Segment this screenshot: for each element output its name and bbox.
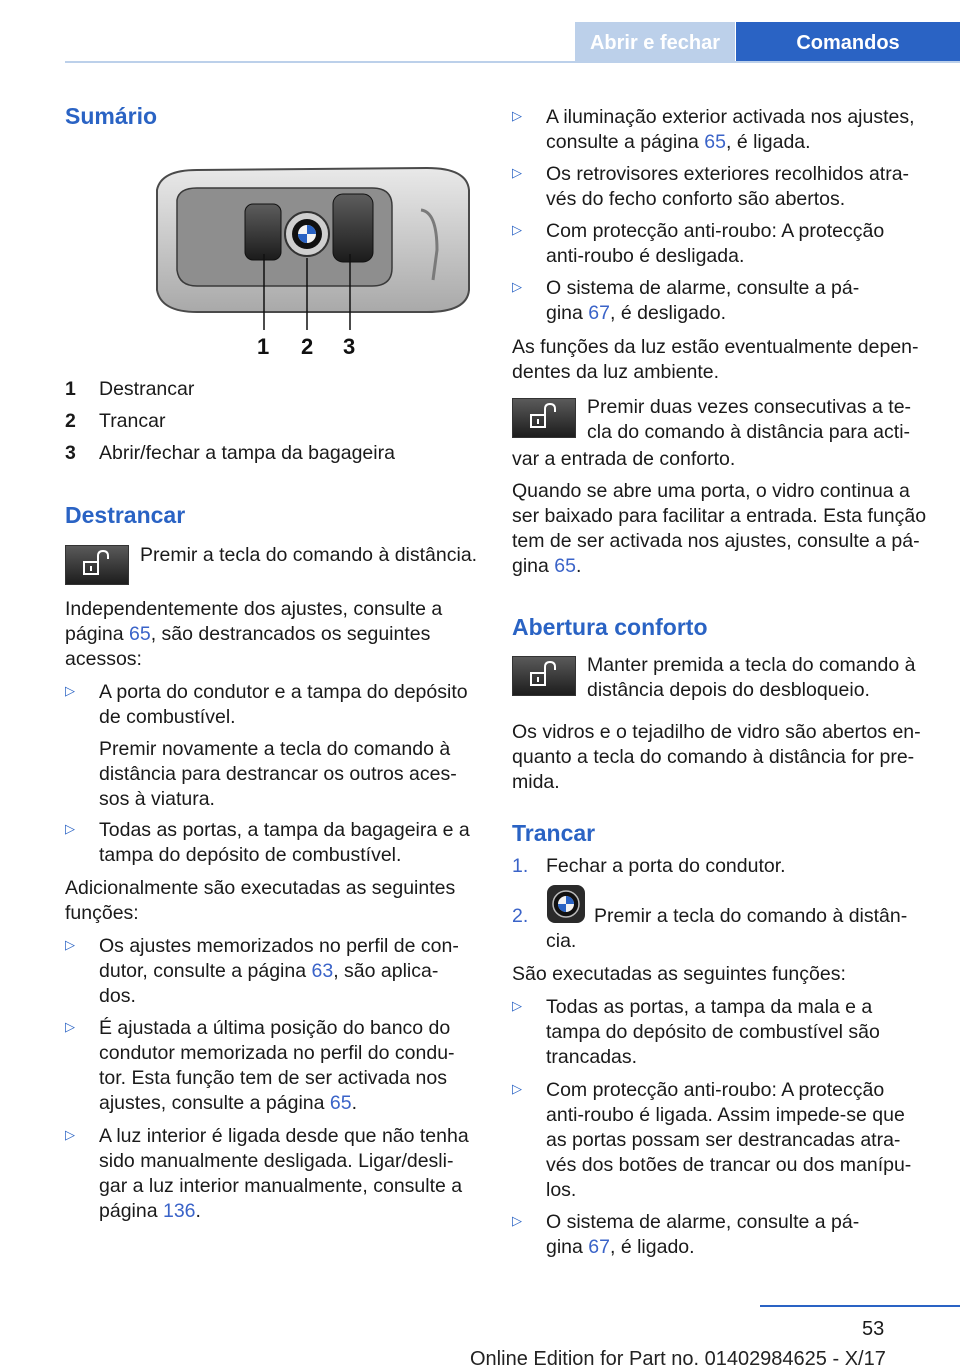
legend-text: Abrir/fechar a tampa da bagageira	[99, 442, 395, 464]
bullet-triangle-icon: ▷	[512, 222, 522, 237]
legend-number: 3	[65, 442, 76, 464]
page-link[interactable]: 63	[311, 960, 334, 982]
bullet-triangle-icon: ▷	[512, 165, 522, 180]
unlock-key-icon	[512, 398, 576, 438]
bullet-triangle-icon: ▷	[512, 998, 522, 1013]
list-item-continuation: Premir novamente a tecla do comando à distância para destrancar os outros aces- sos à viatura.	[99, 738, 457, 810]
executed-functions-text: São executadas as seguintes funções:	[512, 963, 846, 985]
callout-1: 1	[257, 334, 270, 359]
bullet-triangle-icon: ▷	[512, 108, 522, 123]
list-item: ▷ Com protecção anti-roubo: A protecção anti-roubo é ligada. Assim impede-se que as portas possam ser destrancadas atra- vés dos botões de trancar ou dos manípu- los.	[512, 1079, 912, 1201]
legend-number: 2	[65, 410, 76, 432]
page-link[interactable]: 67	[588, 302, 610, 324]
bullet-triangle-icon: ▷	[512, 1213, 522, 1228]
active-section-tab[interactable]: Comandos	[736, 22, 960, 62]
step-text: Fechar a porta do condutor.	[546, 855, 786, 877]
bullet-triangle-icon: ▷	[512, 1081, 522, 1096]
bullet-triangle-icon: ▷	[65, 937, 75, 952]
list-item: ▷ O sistema de alarme, consulte a pá- gina 67, é ligado.	[512, 1211, 860, 1258]
list-item: ▷ Todas as portas, a tampa da mala e a tampa do depósito de combustível são trancadas.	[512, 996, 880, 1068]
bullet-triangle-icon: ▷	[65, 1127, 75, 1142]
comfort-heading: Abertura conforto	[512, 614, 708, 640]
bullet-triangle-icon: ▷	[65, 1019, 75, 1034]
windows-paragraph: Os vidros e o tejadilho de vidro são abertos en- quanto a tecla do comando à distância for pre- mida.	[512, 721, 921, 793]
comfort-text: Manter premida a tecla do comando à distância depois do desbloqueio.	[587, 654, 916, 701]
section-tab[interactable]: Abrir e fechar	[575, 22, 735, 62]
list-item: ▷ A iluminação exterior activada nos ajustes, consulte a página 65, é ligada.	[512, 106, 915, 153]
key-fob-illustration	[137, 160, 487, 360]
additional-paragraph: Adicionalmente são executadas as seguintes funções:	[65, 877, 456, 924]
edition-text: Online Edition for Part no. 01402984625 - X/17	[470, 1348, 886, 1370]
footer-rule	[760, 1305, 960, 1307]
door-paragraph: Quando se abre uma porta, o vidro continua a ser baixado para facilitar a entrada. Esta função tem de ser activada nos ajustes, consulte a pá- gina 65.	[512, 480, 927, 577]
step-text: Premir a tecla do comando à distân-	[594, 905, 908, 927]
page-link[interactable]: 136	[162, 1200, 196, 1222]
lock-heading: Trancar	[512, 820, 596, 846]
list-item: ▷ Os retrovisores exteriores recolhidos atra- vés do fecho conforto são abertos.	[512, 163, 910, 210]
page-link[interactable]: 65	[128, 623, 151, 645]
press-twice-text-cont: var a entrada de conforto.	[512, 448, 736, 470]
list-item: ▷ É ajustada a última posição do banco do condutor memorizada no perfil do condu- tor. Esta função tem de ser activada nos ajustes, consulte a página 65.	[65, 1017, 455, 1114]
list-item: ▷ Com protecção anti-roubo: A protecção anti-roubo é desligada.	[512, 220, 885, 267]
lock-button-icon	[546, 884, 586, 924]
list-item: ▷ O sistema de alarme, consulte a pá- gina 67, é desligado.	[512, 277, 860, 324]
bullet-triangle-icon: ▷	[65, 683, 75, 698]
page-link[interactable]: 65	[554, 555, 576, 577]
legend-text: Trancar	[99, 410, 166, 432]
list-item: ▷ Os ajustes memorizados no perfil de con- dutor, consulte a página 63, são aplica- dos.	[65, 935, 459, 1007]
legend-number: 1	[65, 378, 76, 400]
page-number: 53	[862, 1318, 885, 1340]
callout-3: 3	[343, 334, 356, 359]
unlock-heading: Destrancar	[65, 502, 186, 528]
list-item: ▷ Todas as portas, a tampa da bagageira e a tampa do depósito de combustível.	[65, 819, 470, 866]
header-rule	[65, 61, 960, 63]
list-item: ▷ A luz interior é ligada desde que não tenha sido manualmente desligada. Ligar/desli- gar a luz interior manualmente, consulte a página 136.	[65, 1125, 469, 1222]
unlock-key-icon	[65, 545, 129, 585]
step-number: 1.	[512, 855, 529, 877]
bullet-triangle-icon: ▷	[65, 821, 75, 836]
page-link[interactable]: 65	[329, 1092, 352, 1114]
page-link[interactable]: 67	[588, 1236, 610, 1258]
page-link[interactable]: 65	[704, 131, 726, 153]
list-item: ▷ A porta do condutor e a tampa do depósito de combustível.	[65, 681, 468, 728]
step-number: 2.	[512, 905, 529, 927]
unlock-press-text: Premir a tecla do comando à distância.	[140, 544, 478, 566]
callout-2: 2	[301, 334, 314, 359]
press-twice-text: Premir duas vezes consecutivas a te- cla do comando à distância para acti-	[587, 396, 912, 443]
bullet-triangle-icon: ▷	[512, 279, 522, 294]
summary-heading: Sumário	[65, 103, 158, 129]
independent-paragraph: Independentemente dos ajustes, consulte a página 65, são destrancados os seguintes acessos:	[65, 598, 443, 670]
page-header	[0, 0, 960, 62]
step-text-cont: cia.	[546, 930, 577, 952]
light-paragraph: As funções da luz estão eventualmente depen- dentes da luz ambiente.	[512, 336, 919, 383]
legend-text: Destrancar	[99, 378, 195, 400]
unlock-key-icon	[512, 656, 576, 696]
